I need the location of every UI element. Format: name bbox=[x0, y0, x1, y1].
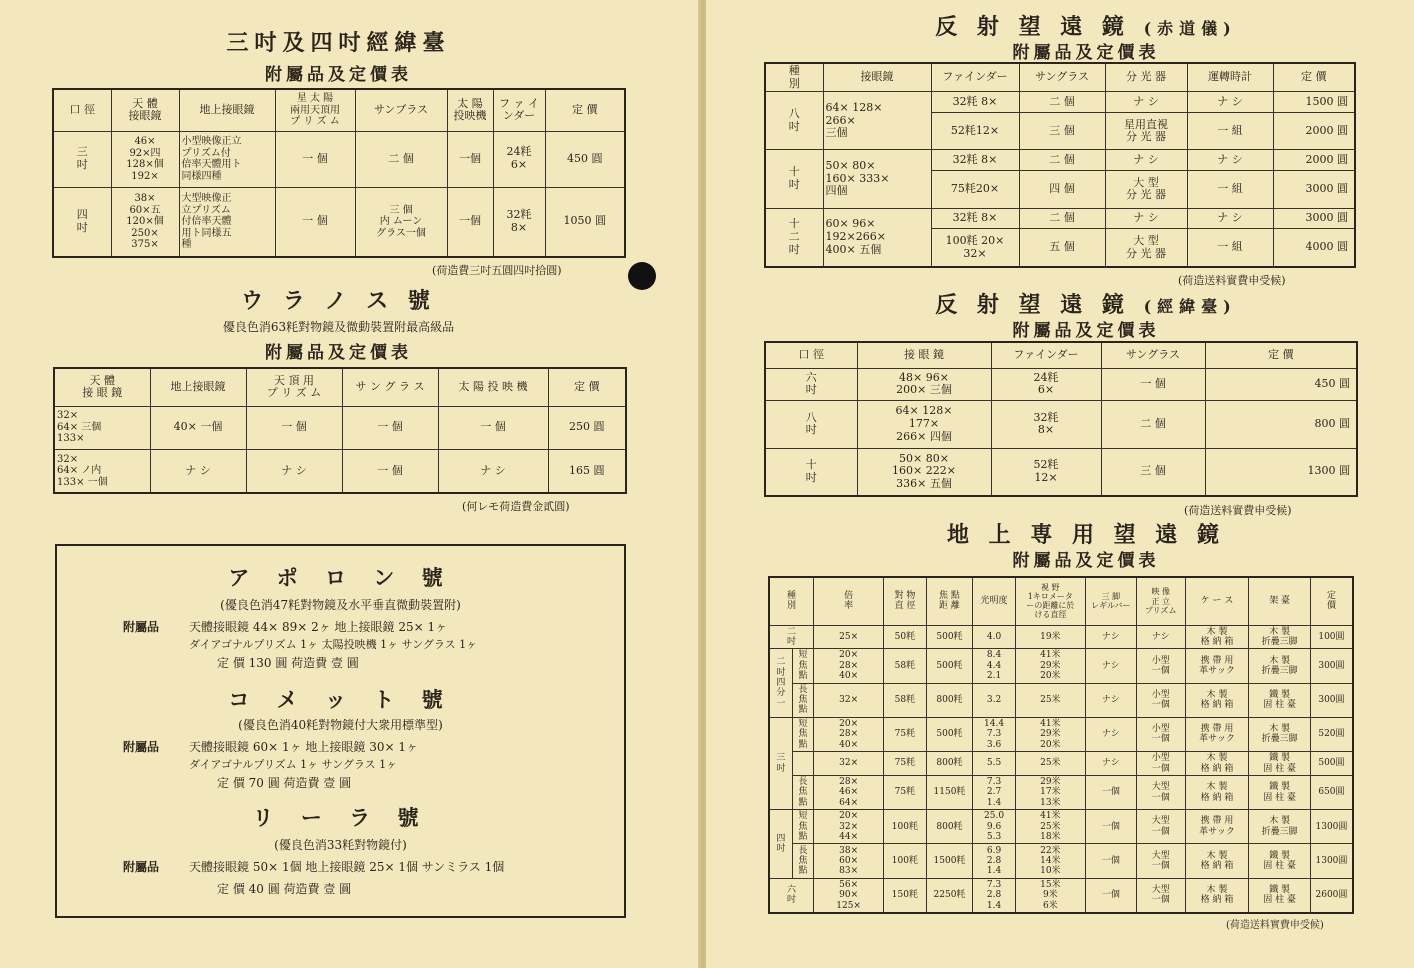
header-sunglass: サングラス bbox=[1019, 63, 1105, 92]
cell-objective: 50粍 bbox=[884, 625, 926, 649]
table-row bbox=[769, 775, 1353, 809]
left-page bbox=[0, 0, 700, 968]
cell-sub bbox=[792, 752, 813, 776]
table-row bbox=[765, 368, 1357, 401]
table-header-row bbox=[769, 577, 1353, 625]
table-row bbox=[769, 625, 1353, 649]
lyra-acc-line1: 天體接眼鏡 50× 1個 地上接眼鏡 25× 1個 サンミラス 1個 bbox=[189, 860, 505, 874]
cell-ground: ナ シ bbox=[150, 449, 246, 493]
cell-eyepiece: 64× 128× 266× 三個 bbox=[823, 92, 931, 150]
cell-sunglass: 三 個 bbox=[1101, 448, 1205, 496]
cell-sunglass: 三 個 内 ムーン グラス一個 bbox=[355, 187, 447, 257]
cell-ground: 大型映像正 立プリズム 付倍率天體 用ト同様五 種 bbox=[179, 187, 275, 257]
cell-brightness: 7.3 2.8 1.4 bbox=[973, 878, 1015, 913]
cell-bore: 十 吋 bbox=[765, 448, 857, 496]
cell-stand: 木 製 折疊三脚 bbox=[1249, 810, 1311, 844]
cell-sunglass: 二 個 bbox=[1019, 208, 1105, 229]
cell-prism: 小型 一個 bbox=[1136, 649, 1185, 683]
header-price: 定 價 bbox=[1205, 342, 1357, 368]
header-kind: 種 別 bbox=[765, 63, 823, 92]
cell-case: 木 製 格 納 箱 bbox=[1185, 752, 1249, 776]
cell-finder: 32粍 8× bbox=[991, 401, 1101, 448]
cell-price: 450 圓 bbox=[1205, 368, 1357, 401]
reflector-alt-title-suffix: (經緯臺) bbox=[1143, 297, 1237, 316]
cell-sub: 長 焦 點 bbox=[792, 683, 813, 717]
table-row bbox=[765, 208, 1355, 229]
cell-price: 500圓 bbox=[1310, 752, 1353, 776]
cell-stand: 鐵 製 固 柱 臺 bbox=[1249, 775, 1311, 809]
terrestrial-note: (荷造送料實費申受候) bbox=[1226, 920, 1324, 931]
table-header-row bbox=[765, 342, 1357, 368]
cell-kind: 二 吋 四 分 一 bbox=[769, 649, 792, 718]
cell-sunglass: 二 個 bbox=[355, 131, 447, 187]
table-row bbox=[53, 187, 625, 257]
header-sunglass: サングラス bbox=[1101, 342, 1205, 368]
small-telescopes-box bbox=[55, 544, 626, 918]
comet-accessories bbox=[123, 738, 418, 755]
cell-eyepiece: 64× 128× 177× 266× 四個 bbox=[857, 401, 991, 448]
header-brightness: 光明度 bbox=[973, 577, 1015, 625]
cell-case: 木 製 格 納 箱 bbox=[1185, 844, 1249, 878]
cell-price: 3000 圓 bbox=[1273, 171, 1355, 208]
reflector-eq-title-suffix: (赤道儀) bbox=[1143, 19, 1237, 38]
cell-celestial: 32× 64× 三個 133× bbox=[54, 406, 150, 449]
cell-prism: 小型 一個 bbox=[1136, 752, 1185, 776]
right-page bbox=[706, 0, 1414, 968]
cell-objective: 75粍 bbox=[884, 717, 926, 751]
cell-stand: 鐵 製 固 柱 臺 bbox=[1249, 752, 1311, 776]
cell-prism: 小型 一個 bbox=[1136, 683, 1185, 717]
cell-objective: 100粍 bbox=[884, 810, 926, 844]
cell-kind: 十 二 吋 bbox=[765, 208, 823, 267]
cell-price: 800 圓 bbox=[1205, 401, 1357, 448]
cell-clock: ナ シ bbox=[1187, 150, 1273, 171]
cell-projector: 一個 bbox=[447, 187, 493, 257]
reflector-alt-title bbox=[766, 288, 1406, 319]
cell-objective: 100粍 bbox=[884, 844, 926, 878]
cell-kind: 十 吋 bbox=[765, 150, 823, 208]
cell-price: 2600圓 bbox=[1310, 878, 1353, 913]
cell-projector: 一 個 bbox=[438, 406, 548, 449]
cell-price: 1300 圓 bbox=[1205, 448, 1357, 496]
cell-finder: 75粍20× bbox=[931, 171, 1019, 208]
uranus-desc: 優良色消63粍對物鏡及微動裝置附最高級品 bbox=[222, 320, 455, 334]
terrestrial-table bbox=[768, 576, 1354, 914]
comet-acc-line1: 天體接眼鏡 60× 1ヶ 地上接眼鏡 30× 1ヶ bbox=[189, 740, 418, 754]
cell-celestial: 32× 64× ノ内 133× 一個 bbox=[54, 449, 150, 493]
cell-objective: 75粍 bbox=[884, 752, 926, 776]
cell-sunglass: 四 個 bbox=[1019, 171, 1105, 208]
cell-objective: 58粍 bbox=[884, 649, 926, 683]
cell-sub: 長 焦 點 bbox=[792, 775, 813, 809]
reflector-eq-subtitle: 附屬品及定價表 bbox=[1012, 43, 1160, 63]
cell-brightness: 14.4 7.3 3.6 bbox=[973, 717, 1015, 751]
cell-price: 300圓 bbox=[1310, 649, 1353, 683]
cell-finder: 32粍 8× bbox=[931, 92, 1019, 113]
header-sunglass: サンブラス bbox=[355, 89, 447, 131]
cell-finder: 24粍 6× bbox=[493, 131, 545, 187]
cell-finder: 24粍 6× bbox=[991, 368, 1101, 401]
cell-stand: 鐵 製 固 柱 臺 bbox=[1249, 844, 1311, 878]
uranus-title: ウ ラ ノ ス 號 bbox=[241, 288, 436, 314]
header-finder: ファインダー bbox=[931, 63, 1019, 92]
cell-tripod: ナシ bbox=[1085, 752, 1136, 776]
cell-celestial: 46× 92×四 128×個 192× bbox=[111, 131, 179, 187]
header-zenith: 天 頂 用 プ リ ズ ム bbox=[246, 368, 342, 406]
cell-prism: 大型 一個 bbox=[1136, 844, 1185, 878]
theodolite-subtitle: 附屬品及定價表 bbox=[265, 65, 412, 85]
lyra-accessories bbox=[123, 858, 504, 875]
cell-bore: 四 吋 bbox=[53, 187, 111, 257]
table-row bbox=[53, 131, 625, 187]
table-row bbox=[54, 449, 626, 493]
cell-prism: ナシ bbox=[1136, 625, 1185, 649]
cell-mag: 28× 46× 64× bbox=[814, 775, 884, 809]
table-row bbox=[769, 878, 1353, 913]
cell-mag: 25× bbox=[814, 625, 884, 649]
apollo-acc-label: 附屬品 bbox=[123, 620, 160, 634]
header-tripod: 三 脚 レギルバー bbox=[1085, 577, 1136, 625]
cell-tripod: ナシ bbox=[1085, 717, 1136, 751]
cell-mag: 20× 28× 40× bbox=[814, 649, 884, 683]
reflector-alt-subtitle: 附屬品及定價表 bbox=[1012, 321, 1160, 341]
header-spectro: 分 光 器 bbox=[1105, 63, 1187, 92]
cell-case: 木 製 格 納 箱 bbox=[1185, 683, 1249, 717]
cell-price: 4000 圓 bbox=[1273, 229, 1355, 267]
header-bore: 口 徑 bbox=[53, 89, 111, 131]
cell-focal: 800粍 bbox=[926, 752, 973, 776]
cell-brightness: 6.9 2.8 1.4 bbox=[973, 844, 1015, 878]
cell-spectro: ナ シ bbox=[1105, 92, 1187, 113]
cell-bore: 六 吋 bbox=[765, 368, 857, 401]
cell-stand: 木 製 折疊三脚 bbox=[1249, 717, 1311, 751]
cell-finder: 52粍 12× bbox=[991, 448, 1101, 496]
cell-clock: 一 組 bbox=[1187, 113, 1273, 150]
comet-title: コ メ ッ ト 號 bbox=[228, 687, 453, 712]
cell-field: 41米 29米 20米 bbox=[1015, 649, 1085, 683]
table-header-row bbox=[54, 368, 626, 406]
comet-acc-label: 附屬品 bbox=[123, 740, 160, 754]
lyra-price: 定 價 40 圓 荷造費 壹 圓 bbox=[217, 882, 352, 896]
cell-focal: 800粍 bbox=[926, 810, 973, 844]
theodolite-table bbox=[52, 88, 626, 258]
cell-kind: 六 吋 bbox=[769, 878, 814, 913]
cell-brightness: 3.2 bbox=[973, 683, 1015, 717]
cell-kind: 二 吋 bbox=[769, 625, 814, 649]
header-field: 視 野 1キロメータ ーの距離に於 ける直徑 bbox=[1015, 577, 1085, 625]
cell-field: 41米 25米 18米 bbox=[1015, 810, 1085, 844]
cell-price: 1300圓 bbox=[1310, 844, 1353, 878]
table-row bbox=[765, 150, 1355, 171]
apollo-accessories bbox=[123, 618, 447, 635]
cell-brightness: 5.5 bbox=[973, 752, 1015, 776]
cell-clock: ナ シ bbox=[1187, 208, 1273, 229]
header-finder: フ ァ イ ンダー bbox=[493, 89, 545, 131]
cell-sunglass: 二 個 bbox=[1019, 92, 1105, 113]
cell-sunglass: 二 個 bbox=[1019, 150, 1105, 171]
apollo-desc: (優良色消47粍對物鏡及水平垂直微動裝置附) bbox=[220, 598, 461, 612]
cell-prism: 小型 一個 bbox=[1136, 717, 1185, 751]
reflector-eq-title bbox=[766, 10, 1406, 41]
comet-price: 定 價 70 圓 荷造費 壹 圓 bbox=[217, 776, 352, 790]
header-kind: 種 別 bbox=[769, 577, 814, 625]
table-header-row bbox=[53, 89, 625, 131]
cell-price: 165 圓 bbox=[548, 449, 626, 493]
uranus-subtitle: 附屬品及定價表 bbox=[265, 343, 412, 363]
cell-sunglass: 二 個 bbox=[1101, 401, 1205, 448]
cell-mag: 32× bbox=[814, 752, 884, 776]
apollo-acc-line2: ダイアゴナルプリズム 1ヶ 太陽投映機 1ヶ サングラス 1ヶ bbox=[189, 638, 478, 651]
cell-finder: 52粍12× bbox=[931, 113, 1019, 150]
cell-tripod: 一個 bbox=[1085, 810, 1136, 844]
table-row bbox=[769, 717, 1353, 751]
header-ground: 地上接眼鏡 bbox=[150, 368, 246, 406]
cell-brightness: 4.0 bbox=[973, 625, 1015, 649]
uranus-note: (何レモ荷造費金貳圓) bbox=[462, 500, 570, 513]
cell-case: 木 製 格 納 箱 bbox=[1185, 625, 1249, 649]
header-price: 定 價 bbox=[1310, 577, 1353, 625]
cell-price: 520圓 bbox=[1310, 717, 1353, 751]
terrestrial-subtitle: 附屬品及定價表 bbox=[1012, 551, 1160, 571]
reflector-eq-table bbox=[764, 62, 1356, 268]
cell-field: 25米 bbox=[1015, 683, 1085, 717]
table-row bbox=[765, 448, 1357, 496]
lyra-title: リ ー ラ 號 bbox=[252, 805, 429, 830]
cell-spectro: 大 型 分 光 器 bbox=[1105, 171, 1187, 208]
cell-focal: 800粍 bbox=[926, 683, 973, 717]
cell-price: 100圓 bbox=[1310, 625, 1353, 649]
table-row bbox=[769, 649, 1353, 683]
cell-zenith: 一 個 bbox=[246, 406, 342, 449]
cell-price: 2000 圓 bbox=[1273, 113, 1355, 150]
cell-sunglass: 一 個 bbox=[1101, 368, 1205, 401]
theodolite-title: 三吋及四吋經緯臺 bbox=[226, 30, 451, 56]
lyra-desc: (優良色消33粍對物鏡付) bbox=[274, 838, 407, 852]
header-stand: 架 臺 bbox=[1249, 577, 1311, 625]
cell-focal: 1500粍 bbox=[926, 844, 973, 878]
table-row bbox=[769, 810, 1353, 844]
cell-stand: 木 製 折疊三脚 bbox=[1249, 649, 1311, 683]
cell-mag: 32× bbox=[814, 683, 884, 717]
punch-hole bbox=[628, 262, 656, 290]
cell-stand: 鐵 製 固 柱 臺 bbox=[1249, 878, 1311, 913]
cell-sunglass: 五 個 bbox=[1019, 229, 1105, 267]
header-projector: 太 陽 投 映 機 bbox=[438, 368, 548, 406]
header-mag: 倍 率 bbox=[814, 577, 884, 625]
cell-brightness: 8.4 4.4 2.1 bbox=[973, 649, 1015, 683]
header-focal: 焦 點 距 離 bbox=[926, 577, 973, 625]
cell-ground: 40× 一個 bbox=[150, 406, 246, 449]
cell-sub: 短 焦 點 bbox=[792, 717, 813, 751]
cell-tripod: ナシ bbox=[1085, 625, 1136, 649]
cell-spectro: 星用直視 分 光 器 bbox=[1105, 113, 1187, 150]
cell-brightness: 7.3 2.7 1.4 bbox=[973, 775, 1015, 809]
table-header-row bbox=[765, 63, 1355, 92]
table-row bbox=[54, 406, 626, 449]
cell-clock: ナ シ bbox=[1187, 92, 1273, 113]
cell-objective: 58粍 bbox=[884, 683, 926, 717]
header-projector: 太 陽 投映機 bbox=[447, 89, 493, 131]
cell-field: 41米 29米 20米 bbox=[1015, 717, 1085, 751]
header-price: 定 價 bbox=[548, 368, 626, 406]
apollo-price: 定 價 130 圓 荷造費 壹 圓 bbox=[217, 656, 359, 670]
cell-focal: 2250粍 bbox=[926, 878, 973, 913]
cell-sub: 短 焦 點 bbox=[792, 649, 813, 683]
cell-sunglass: 一 個 bbox=[342, 406, 438, 449]
table-row bbox=[765, 401, 1357, 448]
header-finder: ファインダー bbox=[991, 342, 1101, 368]
cell-stand: 木 製 折疊三脚 bbox=[1249, 625, 1311, 649]
cell-spectro: 大 型 分 光 器 bbox=[1105, 229, 1187, 267]
cell-focal: 500粍 bbox=[926, 649, 973, 683]
cell-bore: 八 吋 bbox=[765, 401, 857, 448]
cell-kind: 三 吋 bbox=[769, 717, 792, 809]
cell-sunglass: 一 個 bbox=[342, 449, 438, 493]
cell-case: 携 帶 用 革サック bbox=[1185, 810, 1249, 844]
cell-focal: 500粍 bbox=[926, 625, 973, 649]
cell-field: 25米 bbox=[1015, 752, 1085, 776]
cell-clock: 一 組 bbox=[1187, 229, 1273, 267]
cell-zenith: 一 個 bbox=[275, 131, 355, 187]
header-celestial: 天 體 接 眼 鏡 bbox=[54, 368, 150, 406]
cell-zenith: 一 個 bbox=[275, 187, 355, 257]
terrestrial-title: 地 上 専 用 望 遠 鏡 bbox=[947, 522, 1225, 548]
apollo-title: ア ポ ロ ン 號 bbox=[228, 565, 453, 590]
cell-bore: 三 吋 bbox=[53, 131, 111, 187]
cell-spectro: ナ シ bbox=[1105, 150, 1187, 171]
cell-tripod: ナシ bbox=[1085, 683, 1136, 717]
header-price: 定 價 bbox=[1273, 63, 1355, 92]
cell-price: 300圓 bbox=[1310, 683, 1353, 717]
cell-prism: 大型 一個 bbox=[1136, 878, 1185, 913]
cell-mag: 20× 32× 44× bbox=[814, 810, 884, 844]
lyra-acc-label: 附屬品 bbox=[123, 860, 160, 874]
cell-price: 1050 圓 bbox=[545, 187, 625, 257]
cell-case: 木 製 格 納 箱 bbox=[1185, 775, 1249, 809]
header-eyepiece: 接眼鏡 bbox=[823, 63, 931, 92]
reflector-alt-note: (荷造送料實費申受候) bbox=[1184, 504, 1292, 517]
cell-stand: 鐵 製 固 柱 臺 bbox=[1249, 683, 1311, 717]
header-prism: 映 像 正 立 プリズム bbox=[1136, 577, 1185, 625]
cell-eyepiece: 48× 96× 200× 三個 bbox=[857, 368, 991, 401]
cell-mag: 20× 28× 40× bbox=[814, 717, 884, 751]
cell-focal: 500粍 bbox=[926, 717, 973, 751]
reflector-alt-table bbox=[764, 341, 1358, 497]
cell-sub: 短 焦 點 bbox=[792, 810, 813, 844]
cell-mag: 38× 60× 83× bbox=[814, 844, 884, 878]
cell-mag: 56× 90× 125× bbox=[814, 878, 884, 913]
cell-finder: 100粍 20× 32× bbox=[931, 229, 1019, 267]
cell-field: 15米 9米 6米 bbox=[1015, 878, 1085, 913]
header-ground: 地上接眼鏡 bbox=[179, 89, 275, 131]
cell-case: 木 製 格 納 箱 bbox=[1185, 878, 1249, 913]
cell-sub: 長 焦 點 bbox=[792, 844, 813, 878]
cell-eyepiece: 50× 80× 160× 222× 336× 五個 bbox=[857, 448, 991, 496]
comet-desc: (優良色消40粍對物鏡付大衆用標準型) bbox=[238, 718, 443, 732]
header-clock: 運轉時計 bbox=[1187, 63, 1273, 92]
cell-eyepiece: 50× 80× 160× 333× 四個 bbox=[823, 150, 931, 208]
cell-spectro: ナ シ bbox=[1105, 208, 1187, 229]
reflector-eq-title-main: 反 射 望 遠 鏡 bbox=[935, 14, 1130, 40]
cell-objective: 75粍 bbox=[884, 775, 926, 809]
cell-projector: 一個 bbox=[447, 131, 493, 187]
cell-eyepiece: 60× 96× 192×266× 400× 五個 bbox=[823, 208, 931, 267]
cell-price: 1500 圓 bbox=[1273, 92, 1355, 113]
cell-ground: 小型映像正立 プリズム付 倍率天體用ト 同様四種 bbox=[179, 131, 275, 187]
cell-tripod: 一個 bbox=[1085, 844, 1136, 878]
cell-focal: 1150粍 bbox=[926, 775, 973, 809]
cell-finder: 32粍 8× bbox=[931, 208, 1019, 229]
header-case: ケ ー ス bbox=[1185, 577, 1249, 625]
cell-finder: 32粍 8× bbox=[493, 187, 545, 257]
cell-price: 2000 圓 bbox=[1273, 150, 1355, 171]
theodolite-note: (荷造費三吋五圓四吋拾圓) bbox=[432, 264, 562, 277]
header-zenith: 星 太 陽 兩用天頂用 プ リ ズ ム bbox=[275, 89, 355, 131]
cell-kind: 八 吋 bbox=[765, 92, 823, 150]
reflector-alt-title-main: 反 射 望 遠 鏡 bbox=[935, 292, 1130, 318]
table-row bbox=[769, 683, 1353, 717]
cell-finder: 32粍 8× bbox=[931, 150, 1019, 171]
cell-case: 携 帶 用 革サック bbox=[1185, 717, 1249, 751]
header-sunglass: サ ン グ ラ ス bbox=[342, 368, 438, 406]
cell-field: 22米 14米 10米 bbox=[1015, 844, 1085, 878]
uranus-table bbox=[53, 367, 627, 494]
cell-projector: ナ シ bbox=[438, 449, 548, 493]
header-eyepiece: 接 眼 鏡 bbox=[857, 342, 991, 368]
table-row bbox=[769, 844, 1353, 878]
comet-acc-line2: ダイアゴナルプリズム 1ヶ サングラス 1ヶ bbox=[189, 758, 398, 771]
header-celestial: 天 體 接眼鏡 bbox=[111, 89, 179, 131]
cell-sunglass: 三 個 bbox=[1019, 113, 1105, 150]
cell-tripod: 一個 bbox=[1085, 775, 1136, 809]
cell-price: 3000 圓 bbox=[1273, 208, 1355, 229]
reflector-eq-note: (荷造送料實費申受候) bbox=[1178, 274, 1286, 287]
cell-kind: 四 吋 bbox=[769, 810, 792, 879]
cell-price: 1300圓 bbox=[1310, 810, 1353, 844]
apollo-acc-line1: 天體接眼鏡 44× 89× 2ヶ 地上接眼鏡 25× 1ヶ bbox=[189, 620, 448, 634]
cell-price: 450 圓 bbox=[545, 131, 625, 187]
header-objective: 對 物 直 徑 bbox=[884, 577, 926, 625]
table-row bbox=[769, 752, 1353, 776]
cell-brightness: 25.0 9.6 5.3 bbox=[973, 810, 1015, 844]
cell-zenith: ナ シ bbox=[246, 449, 342, 493]
cell-celestial: 38× 60×五 120×個 250× 375× bbox=[111, 187, 179, 257]
header-bore: 口 徑 bbox=[765, 342, 857, 368]
cell-objective: 150粍 bbox=[884, 878, 926, 913]
cell-price: 650圓 bbox=[1310, 775, 1353, 809]
cell-prism: 大型 一個 bbox=[1136, 775, 1185, 809]
cell-tripod: 一個 bbox=[1085, 878, 1136, 913]
cell-prism: 大型 一個 bbox=[1136, 810, 1185, 844]
table-row bbox=[765, 92, 1355, 113]
cell-field: 19米 bbox=[1015, 625, 1085, 649]
cell-field: 29米 17米 13米 bbox=[1015, 775, 1085, 809]
header-price: 定 價 bbox=[545, 89, 625, 131]
cell-case: 携 帶 用 革サック bbox=[1185, 649, 1249, 683]
cell-tripod: ナシ bbox=[1085, 649, 1136, 683]
cell-clock: 一 組 bbox=[1187, 171, 1273, 208]
cell-price: 250 圓 bbox=[548, 406, 626, 449]
